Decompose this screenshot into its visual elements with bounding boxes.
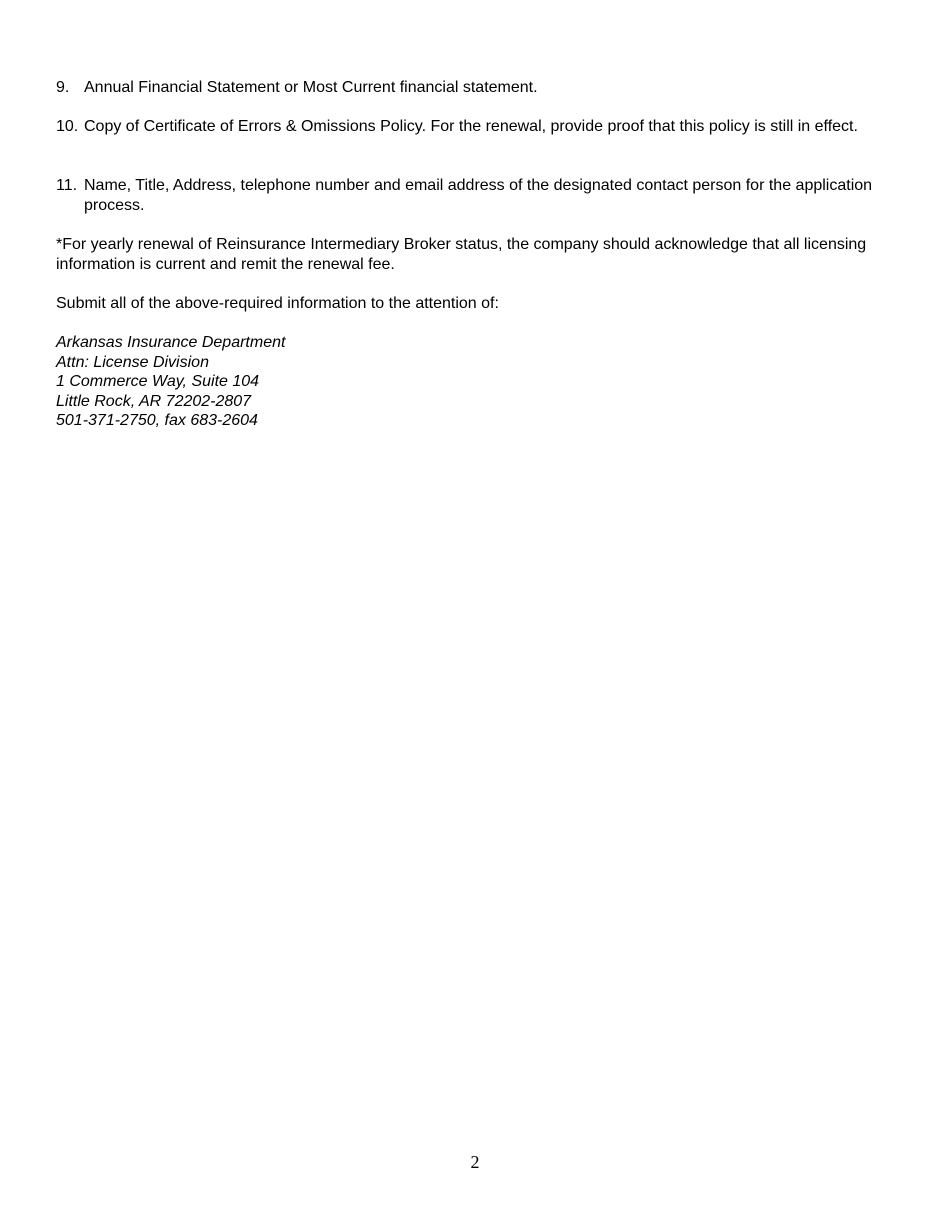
list-item-10 xyxy=(56,117,904,137)
page-number: 2 xyxy=(470,1152,480,1172)
list-number: 10. xyxy=(56,118,79,135)
list-text: Name, Title, Address, telephone number and email address of the designated contact person for the application process. xyxy=(84,177,873,214)
list-text: Copy of Certificate of Errors & Omissions Policy. For the renewal, provide proof that this policy is still in effect. xyxy=(84,118,858,135)
list-number: 11. xyxy=(56,177,78,194)
list-item-11 xyxy=(56,176,904,216)
address-phone-fax: 501-371-2750, fax 683-2604 xyxy=(56,412,258,430)
address-line: 1 Commerce Way, Suite 104 xyxy=(56,373,260,391)
address-line: Attn: License Division xyxy=(56,353,209,371)
list-item-9 xyxy=(56,78,904,98)
address-line: Little Rock, AR 72202-2807 xyxy=(56,392,252,410)
address-line: Arkansas Insurance Department xyxy=(56,334,286,351)
mailing-address xyxy=(56,333,876,431)
list-text: Annual Financial Statement or Most Current financial statement. xyxy=(84,79,538,96)
list-number: 9. xyxy=(56,79,70,96)
renewal-note: *For yearly renewal of Reinsurance Intermediary Broker status, the company should acknowledge that all licensing information is current and remit the renewal fee. xyxy=(56,236,867,273)
submit-instruction: Submit all of the above-required information to the attention of: xyxy=(56,295,499,312)
